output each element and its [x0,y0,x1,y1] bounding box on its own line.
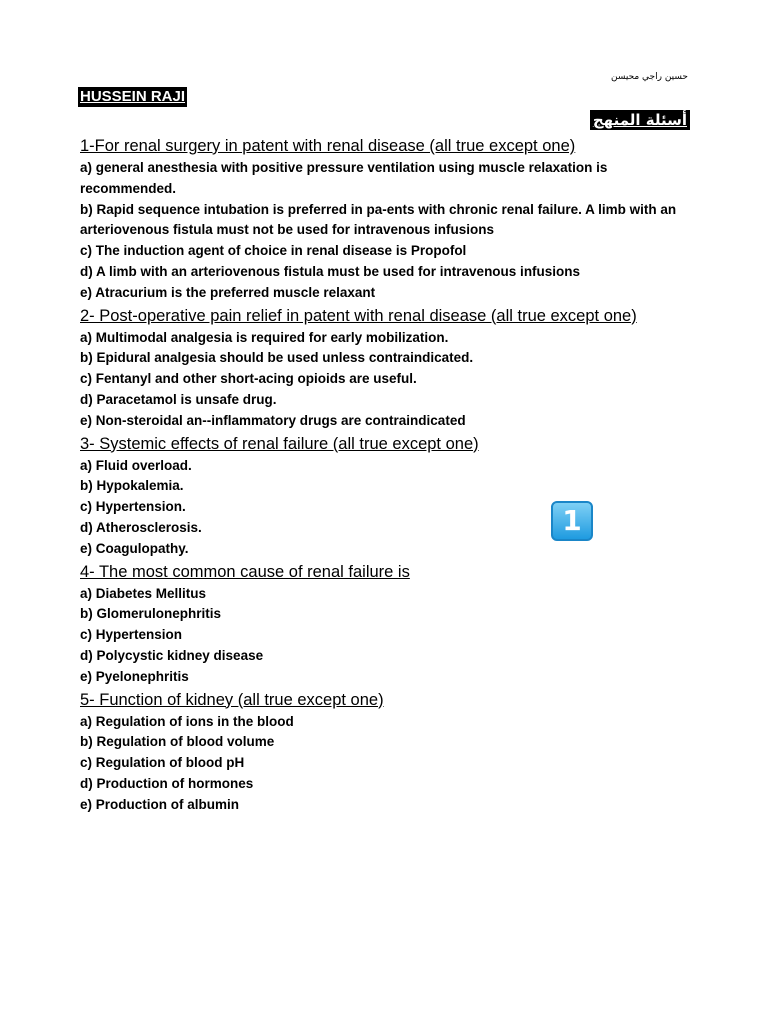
questions-list [80,134,700,816]
question-5 [80,688,700,816]
question-title: 2- Post-operative pain relief in patent with renal disease (all true except one) [80,306,637,325]
question-option: c) Regulation of blood pH [80,755,245,771]
question-2 [80,304,700,432]
question-option: d) A limb with an arteriovenous fistula must be used for intravenous infusions [80,263,581,279]
question-option: d) Atherosclerosis. [80,519,202,535]
question-option: a) Fluid overload. [80,457,192,473]
arabic-author-name: حسين راجي محيسن [610,72,688,82]
question-option: a) Multimodal analgesia is required for early mobilization. [80,329,449,345]
question-option: c) Hypertension. [80,499,186,515]
question-option: e) Production of albumin [80,796,239,812]
question-option: b) Hypokalemia. [80,478,184,494]
question-option: b) Glomerulonephritis [80,606,222,622]
question-option: c) The induction agent of choice in renal disease is Propofol [80,243,467,259]
question-option: c) Hypertension [80,627,183,643]
question-option: d) Paracetamol is unsafe drug. [80,391,277,407]
question-title: 1-For renal surgery in patent with renal disease (all true except one) [80,137,576,155]
number-one-badge-icon: 1 [551,501,593,541]
question-title: 5- Function of kidney (all true except one) [80,690,384,709]
question-option: a) Regulation of ions in the blood [80,713,294,729]
question-option: e) Coagulopathy. [80,540,189,556]
question-option: e) Pyelonephritis [80,668,189,684]
question-title: 4- The most common cause of renal failure is [80,562,410,581]
question-option: b) Regulation of blood volume [80,734,275,750]
question-option: d) Production of hormones [80,775,254,791]
question-option: c) Fentanyl and other short-acing opioids are useful. [80,371,417,387]
question-option: a) general anesthesia with positive pressure ventilation using muscle relaxation is recommended. [80,160,608,196]
question-4 [80,560,700,688]
question-3 [80,432,700,560]
question-option: b) Epidural analgesia should be used unless contraindicated. [80,350,474,366]
question-option: e) Atracurium is the preferred muscle relaxant [80,284,376,300]
question-title: 3- Systemic effects of renal failure (all true except one) [80,434,479,453]
author-name-heading: HUSSEIN RAJI [80,88,186,105]
question-1 [80,134,700,304]
question-option: a) Diabetes Mellitus [80,585,207,601]
question-option: e) Non-steroidal an--inflammatory drugs are contraindicated [80,412,466,428]
question-option: d) Polycystic kidney disease [80,647,264,663]
arabic-section-title: أسئلة المنهج [590,110,690,130]
question-option: b) Rapid sequence intubation is preferred in pa-ents with chronic renal failure. A limb with an arteriovenous fistula must not be used for intravenous infusions [80,201,677,238]
